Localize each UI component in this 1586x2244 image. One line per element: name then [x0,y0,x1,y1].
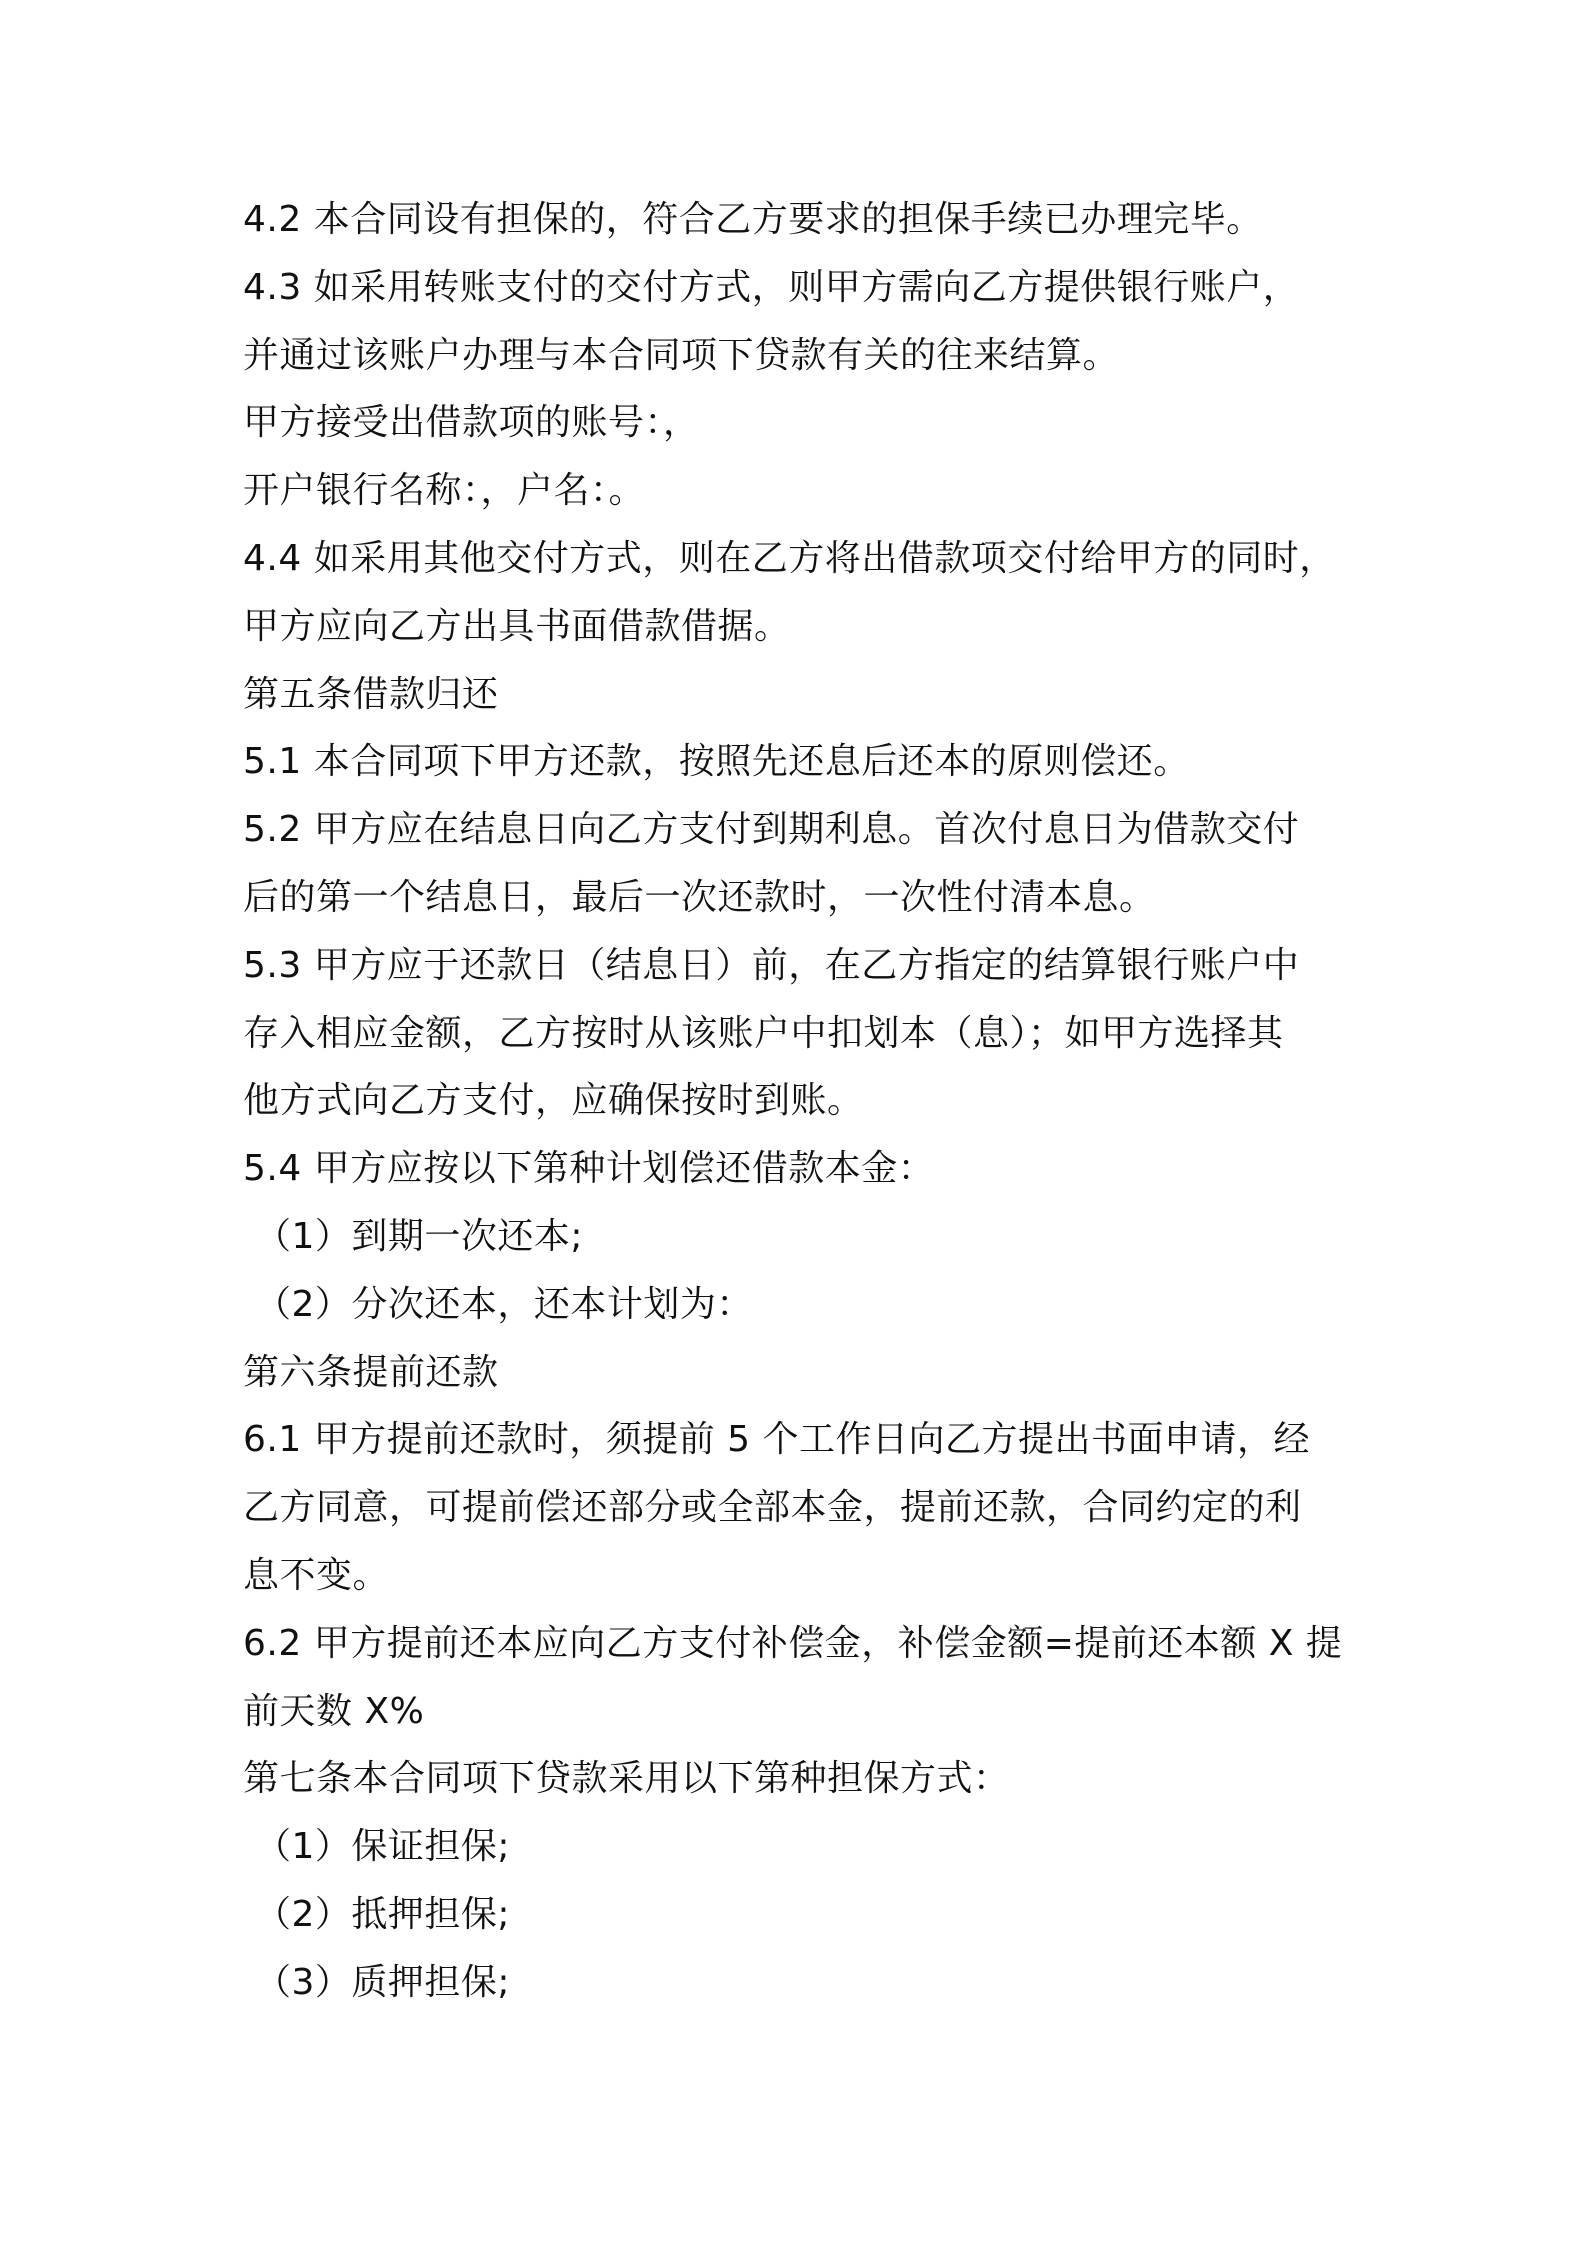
clause-5-4: 5.4 甲方应按以下第种计划偿还借款本金： [243,1148,935,1190]
account-number-line: 甲方接受出借款项的账号：， [243,402,700,444]
clause-5-2-line-1: 5.2 甲方应在结息日向乙方支付到期利息。首次付息日为借款交付 [243,809,1300,851]
guarantee-option-1: （1）保证担保; [255,1826,511,1868]
guarantee-option-2: （2）抵押担保; [255,1893,511,1935]
clause-5-3-line-3: 他方式向乙方支付，应确保按时到账。 [243,1080,864,1122]
guarantee-option-3: （3）质押担保; [255,1961,511,2003]
clause-5-3-line-2: 存入相应金额，乙方按时从该账户中扣划本（息）；如甲方选择其 [243,1012,1284,1054]
clause-6-1-line-1: 6.1 甲方提前还款时，须提前 5 个工作日向乙方提出书面申请，经 [243,1419,1310,1461]
clause-5-2-line-2: 后的第一个结息日，最后一次还款时，一次性付清本息。 [243,876,1156,918]
clause-4-2: 4.2 本合同设有担保的，符合乙方要求的担保手续已办理完毕。 [243,199,1263,240]
section-heading-7: 第七条本合同项下贷款采用以下第种担保方式： [243,1758,1010,1800]
document-body [243,186,1353,2017]
clause-6-2-line-2: 前天数 X% [243,1690,425,1732]
clause-4-4-line-2: 甲方应向乙方出具书面借款借据。 [243,605,791,647]
section-heading-5: 第五条借款归还 [243,673,499,715]
clause-6-1-line-3: 息不变。 [243,1554,390,1596]
clause-6-1-line-2: 乙方同意，可提前偿还部分或全部本金，提前还款，合同约定的利 [243,1487,1302,1529]
clause-5-1: 5.1 本合同项下甲方还款，按照先还息后还本的原则偿还。 [243,741,1190,783]
clause-6-2-line-1: 6.2 甲方提前还本应向乙方支付补偿金，补偿金额=提前还本额 X 提 [243,1622,1343,1664]
section-heading-6: 第六条提前还款 [243,1351,499,1393]
bank-name-line: 开户银行名称：，户名：。 [243,470,646,512]
clause-4-3-line-2: 并通过该账户办理与本合同项下贷款有关的往来结算。 [243,334,1120,376]
repayment-option-1: （1）到期一次还本; [255,1215,584,1257]
clause-4-4-line-1: 4.4 如采用其他交付方式，则在乙方将出借款项交付给甲方的同时， [243,537,1336,579]
clause-5-3-line-1: 5.3 甲方应于还款日（结息日）前，在乙方指定的结算银行账户中 [243,944,1300,986]
clause-4-3-line-1: 4.3 如采用转账支付的交付方式，则甲方需向乙方提供银行账户， [243,266,1300,308]
repayment-option-2: （2）分次还本，还本计划为： [255,1283,753,1325]
